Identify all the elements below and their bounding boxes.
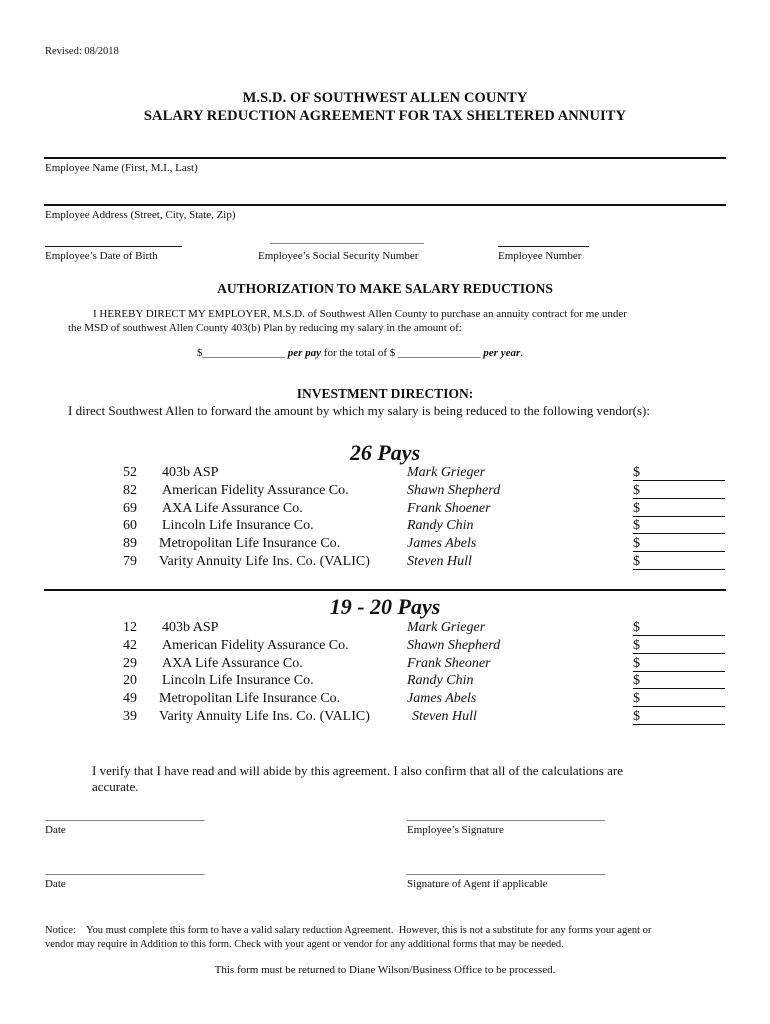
agent-name: Frank Sheoner <box>407 656 491 671</box>
vendor-code: 49 <box>123 691 137 706</box>
vendor-code: 89 <box>123 536 137 551</box>
vendor-row <box>123 708 725 725</box>
authorization-text-line2: the MSD of southwest Allen County 403(b) Plan by reducing my salary in the amount of: <box>68 322 462 334</box>
employee-name-label: Employee Name (First, M.I., Last) <box>45 162 198 174</box>
vendor-name: American Fidelity Assurance Co. <box>162 483 349 498</box>
amount-field[interactable] <box>633 688 725 689</box>
dob-label: Employee’s Date of Birth <box>45 250 158 262</box>
vendor-row <box>123 482 725 499</box>
dollar-sign: $ <box>633 638 640 653</box>
dollar-sign: $ <box>633 501 640 516</box>
agent-signature-field[interactable]: ____________________________________ <box>407 864 605 876</box>
return-instructions: This form must be returned to Diane Wilson/Business Office to be processed. <box>214 964 556 976</box>
total-label: for the total of $ <box>323 347 396 359</box>
vendor-row <box>123 464 725 481</box>
per-pay-label: per pay <box>287 347 322 359</box>
period: . <box>520 347 523 359</box>
vendor-name: AXA Life Assurance Co. <box>162 501 303 516</box>
vendor-row <box>123 500 725 517</box>
amount-field[interactable] <box>633 480 725 481</box>
vendor-code: 29 <box>123 656 137 671</box>
vendor-name: Varity Annuity Life Ins. Co. (VALIC) <box>159 554 370 569</box>
amount-field[interactable] <box>633 653 725 654</box>
agent-name: Randy Chin <box>407 673 474 688</box>
authorization-heading: AUTHORIZATION TO MAKE SALARY REDUCTIONS <box>217 281 553 296</box>
vendor-name: 403b ASP <box>162 465 219 480</box>
vendor-row <box>123 690 725 707</box>
notice-line2: vendor may require in Addition to this form. Check with your agent or vendor for any additional forms that may be needed. <box>45 939 564 950</box>
per-year-amount-field[interactable]: _______________ <box>398 347 481 359</box>
dollar-sign: $ <box>633 554 640 569</box>
salary-amount-line <box>197 347 523 359</box>
vendor-name: Lincoln Life Insurance Co. <box>162 518 314 533</box>
revised-date: Revised: 08/2018 <box>45 46 119 57</box>
agent-name: Shawn Shepherd <box>407 638 501 653</box>
amount-field[interactable] <box>633 635 725 636</box>
dollar-sign: $ <box>633 620 640 635</box>
section-divider <box>44 589 726 591</box>
verify-text-line1: I verify that I have read and will abide by this agreement. I also confirm that all of the calculations are <box>92 763 623 778</box>
vendor-code: 52 <box>123 465 137 480</box>
vendor-name: Varity Annuity Life Ins. Co. (VALIC) <box>159 709 370 724</box>
amount-field[interactable] <box>633 724 725 725</box>
dollar-sign: $ <box>633 656 640 671</box>
amount-field[interactable] <box>633 551 725 552</box>
vendor-code: 69 <box>123 501 137 516</box>
agent-name: James Abels <box>407 536 477 551</box>
amount-field[interactable] <box>633 498 725 499</box>
vendor-row <box>123 655 725 672</box>
vendor-code: 12 <box>123 620 137 635</box>
agent-name: James Abels <box>407 691 477 706</box>
agent-name: Steven Hull <box>407 554 472 569</box>
agent-name: Shawn Shepherd <box>407 483 501 498</box>
ssn-field[interactable]: ____________________________ <box>270 233 424 245</box>
per-pay-amount-field[interactable]: $_______________ <box>197 347 285 359</box>
form-title: SALARY REDUCTION AGREEMENT FOR TAX SHELTERED ANNUITY <box>143 108 627 124</box>
dollar-sign: $ <box>633 518 640 533</box>
vendor-code: 79 <box>123 554 137 569</box>
vendor-row <box>123 619 725 636</box>
agent-signature-label: Signature of Agent if applicable <box>407 878 548 890</box>
vendor-code: 39 <box>123 709 137 724</box>
agent-name: Frank Shoener <box>407 501 491 516</box>
date-field-1[interactable]: _____________________________ <box>45 810 205 822</box>
date-label-1: Date <box>45 824 66 836</box>
amount-field[interactable] <box>633 569 725 570</box>
vendor-code: 20 <box>123 673 137 688</box>
vendor-code: 60 <box>123 518 137 533</box>
investment-heading: INVESTMENT DIRECTION: <box>296 386 474 401</box>
vendor-name: American Fidelity Assurance Co. <box>162 638 349 653</box>
vendor-code: 42 <box>123 638 137 653</box>
investment-text: I direct Southwest Allen to forward the amount by which my salary is being reduced to the following vendor(s): <box>68 403 650 418</box>
vendor-row <box>123 672 725 689</box>
dollar-sign: $ <box>633 483 640 498</box>
vendor-name: Metropolitan Life Insurance Co. <box>159 536 341 551</box>
dollar-sign: $ <box>633 465 640 480</box>
date-label-2: Date <box>45 878 66 890</box>
employee-number-label: Employee Number <box>498 250 582 262</box>
org-title: M.S.D. OF SOUTHWEST ALLEN COUNTY <box>242 90 528 106</box>
amount-field[interactable] <box>633 706 725 707</box>
agent-name: Steven Hull <box>412 709 477 724</box>
vendor-row <box>123 553 725 570</box>
pays-26-title: 26 Pays <box>349 440 421 465</box>
employee-signature-label: Employee’s Signature <box>407 824 504 836</box>
ssn-label: Employee’s Social Security Number <box>258 250 419 262</box>
vendor-name: Lincoln Life Insurance Co. <box>162 673 314 688</box>
dob-field[interactable] <box>45 246 182 247</box>
agent-name: Mark Grieger <box>407 465 486 480</box>
dollar-sign: $ <box>633 709 640 724</box>
vendor-row <box>123 517 725 534</box>
vendor-row <box>123 637 725 654</box>
employee-address-field[interactable] <box>44 204 726 206</box>
vendor-name: 403b ASP <box>162 620 219 635</box>
dollar-sign: $ <box>633 691 640 706</box>
employee-address-label: Employee Address (Street, City, State, Zip) <box>45 209 236 221</box>
pays-19-20-title: 19 - 20 Pays <box>329 594 441 619</box>
per-year-label: per year <box>483 347 521 359</box>
employee-name-field[interactable] <box>44 157 726 159</box>
notice-line1: Notice: You must complete this form to have a valid salary reduction Agreement. However, this is not a substitute for any forms your agent or <box>45 925 652 936</box>
dollar-sign: $ <box>633 536 640 551</box>
employee-signature-field[interactable]: ____________________________________ <box>407 810 605 822</box>
vendor-name: AXA Life Assurance Co. <box>162 656 303 671</box>
verify-text-line2: accurate. <box>92 779 139 794</box>
vendor-code: 82 <box>123 483 137 498</box>
agent-name: Mark Grieger <box>407 620 486 635</box>
date-field-2[interactable]: _____________________________ <box>45 864 205 876</box>
vendor-row <box>123 535 725 552</box>
agent-name: Randy Chin <box>407 518 474 533</box>
employee-number-field[interactable] <box>498 246 589 247</box>
dollar-sign: $ <box>633 673 640 688</box>
vendor-name: Metropolitan Life Insurance Co. <box>159 691 341 706</box>
amount-field[interactable] <box>633 533 725 534</box>
authorization-text-line1: I HEREBY DIRECT MY EMPLOYER, M.S.D. of Southwest Allen County to purchase an annuity contract for me under <box>93 308 627 320</box>
